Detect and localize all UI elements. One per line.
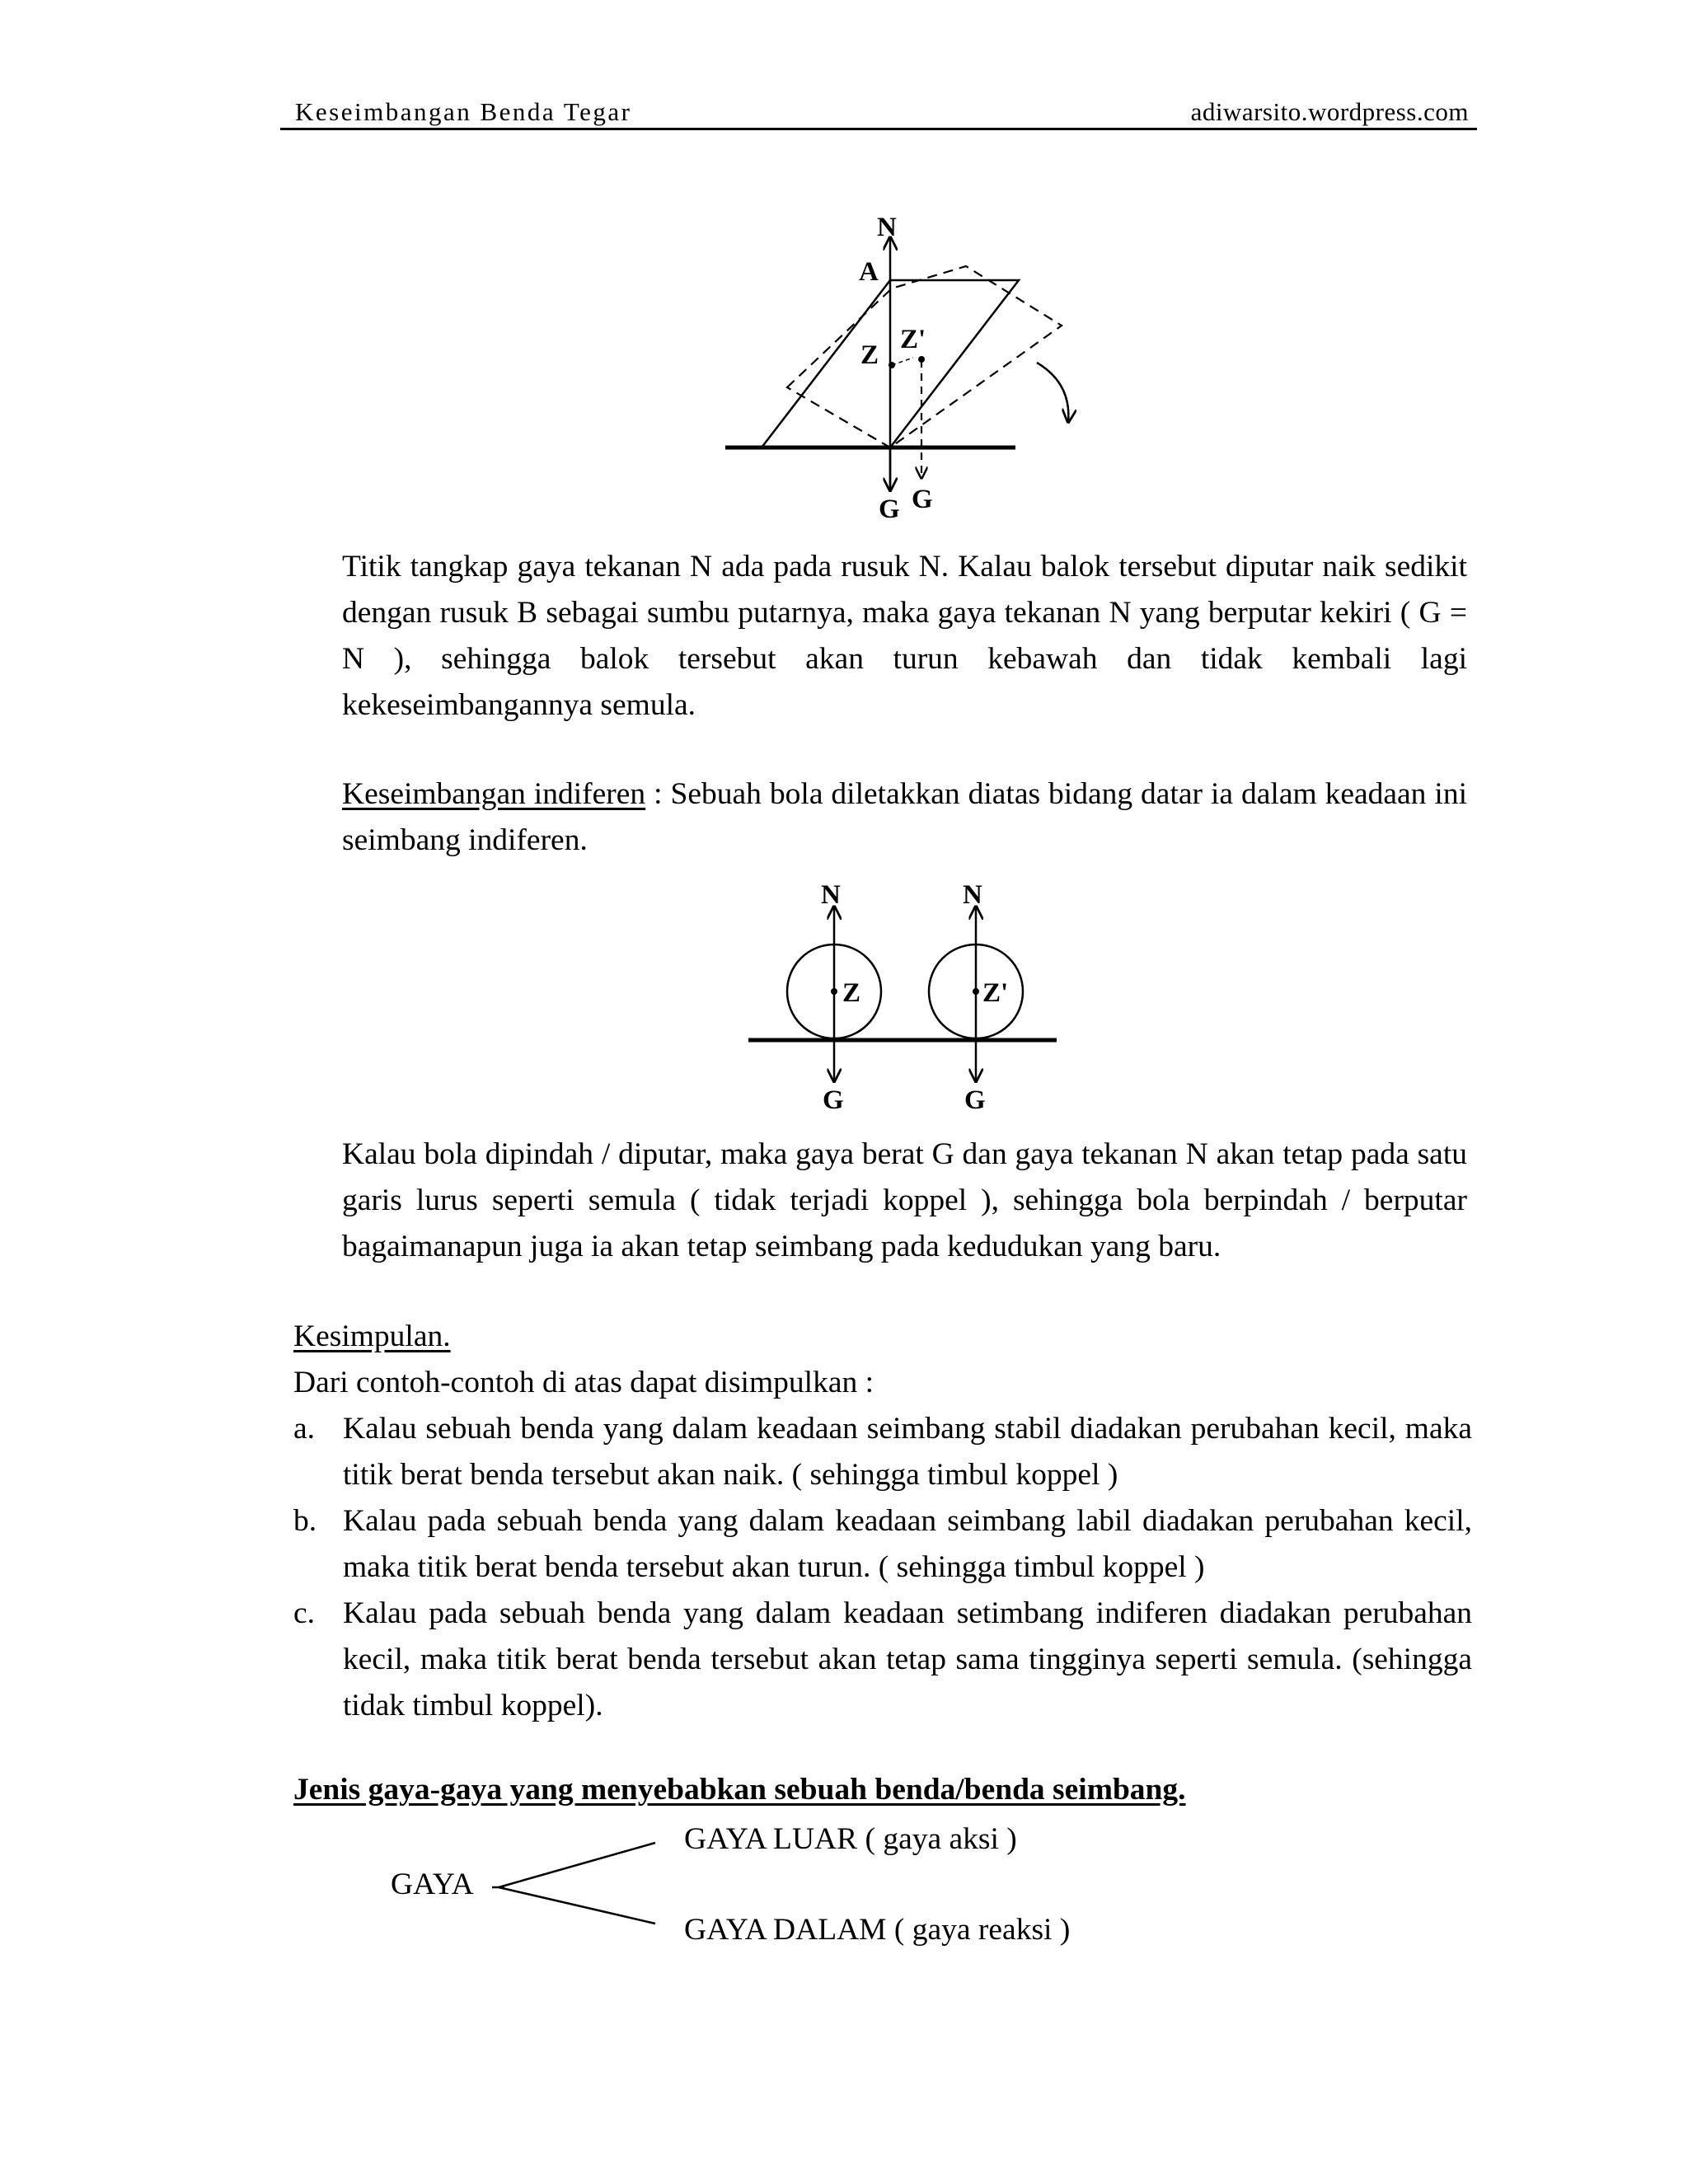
paragraph-indiferen bbox=[342, 771, 1467, 864]
label-z: Z bbox=[860, 340, 879, 370]
label-g1: G bbox=[823, 1085, 844, 1115]
label-n1: N bbox=[821, 880, 841, 910]
label-n2: N bbox=[963, 880, 982, 910]
figure-balls bbox=[742, 874, 1071, 1121]
list-item-text: Kalau pada sebuah benda yang dalam keadaan setimbang indiferen diadakan perubahan kecil, maka titik berat benda tersebut akan tetap sama tingginya seperti semula. (sehingga tidak timbul koppel). bbox=[343, 1596, 1472, 1722]
list-item-c bbox=[293, 1591, 1472, 1729]
gaya-branch-lines bbox=[486, 1830, 668, 1945]
list-item-text: Kalau sebuah benda yang dalam keadaan seimbang stabil diadakan perubahan kecil, maka titik berat benda tersebut akan naik. ( sehingga timbul koppel ) bbox=[343, 1412, 1472, 1492]
list-item-text: Kalau pada sebuah benda yang dalam keadaan seimbang labil diadakan perubahan kecil, maka titik berat benda tersebut akan turun. ( sehingga timbul koppel ) bbox=[343, 1504, 1472, 1584]
conclusion-section bbox=[293, 1314, 1472, 1729]
label-z-prime: Z' bbox=[982, 978, 1009, 1008]
header-title: Keseimbangan Benda Tegar bbox=[295, 97, 632, 126]
paragraph-labile: Titik tangkap gaya tekanan N ada pada rusuk N. Kalau balok tersebut diputar naik sedikit dengan rusuk B sebagai sumbu putarnya, maka gaya tekanan N yang berputar kekiri ( G = N ), sehingga balok tersebut akan turun kebawah dan tidak kembali lagi kekeseimbangannya semula. bbox=[342, 550, 1467, 722]
section-heading: Jenis gaya-gaya yang menyebabkan sebuah benda/benda seimbang. bbox=[293, 1773, 1186, 1807]
term-indiferen: Keseimbangan indiferen bbox=[342, 777, 646, 811]
conclusion-intro: Dari contoh-contoh di atas dapat disimpulkan : bbox=[293, 1366, 874, 1399]
paragraph-indiferen-explanation: Kalau bola dipindah / diputar, maka gaya berat G dan gaya tekanan N akan tetap pada satu garis lurus seperti semula ( tidak terjadi koppel ), sehingga bola berpindah / berputar bagaimanapun juga ia akan tetap seimbang pada kedudukan yang baru. bbox=[342, 1137, 1467, 1263]
label-g-right: G bbox=[912, 485, 933, 514]
header-rule bbox=[280, 128, 1477, 130]
list-marker: a. bbox=[293, 1412, 316, 1446]
label-a: A bbox=[859, 257, 879, 287]
list-item-b bbox=[293, 1498, 1472, 1591]
indiferen-text: : Sebuah bola diletakkan diatas bidang datar ia dalam keadaan ini seimbang indiferen. bbox=[342, 777, 1467, 857]
gaya-root: GAYA bbox=[391, 1868, 474, 1901]
header-site: adiwarsito.wordpress.com bbox=[1190, 97, 1469, 126]
gaya-branch-bottom: GAYA DALAM ( gaya reaksi ) bbox=[684, 1913, 1071, 1947]
conclusion-title: Kesimpulan. bbox=[293, 1319, 451, 1353]
list-marker: c. bbox=[293, 1596, 316, 1630]
list-marker: b. bbox=[293, 1504, 317, 1538]
list-item-a bbox=[293, 1406, 1472, 1498]
label-g-left: G bbox=[879, 494, 900, 524]
label-g2: G bbox=[964, 1085, 986, 1115]
label-z-prime: Z' bbox=[900, 325, 926, 354]
label-z: Z bbox=[842, 978, 861, 1008]
figure-tilted-block bbox=[717, 206, 1104, 527]
gaya-branch-top: GAYA LUAR ( gaya aksi ) bbox=[684, 1822, 1017, 1856]
label-n: N bbox=[877, 213, 897, 242]
